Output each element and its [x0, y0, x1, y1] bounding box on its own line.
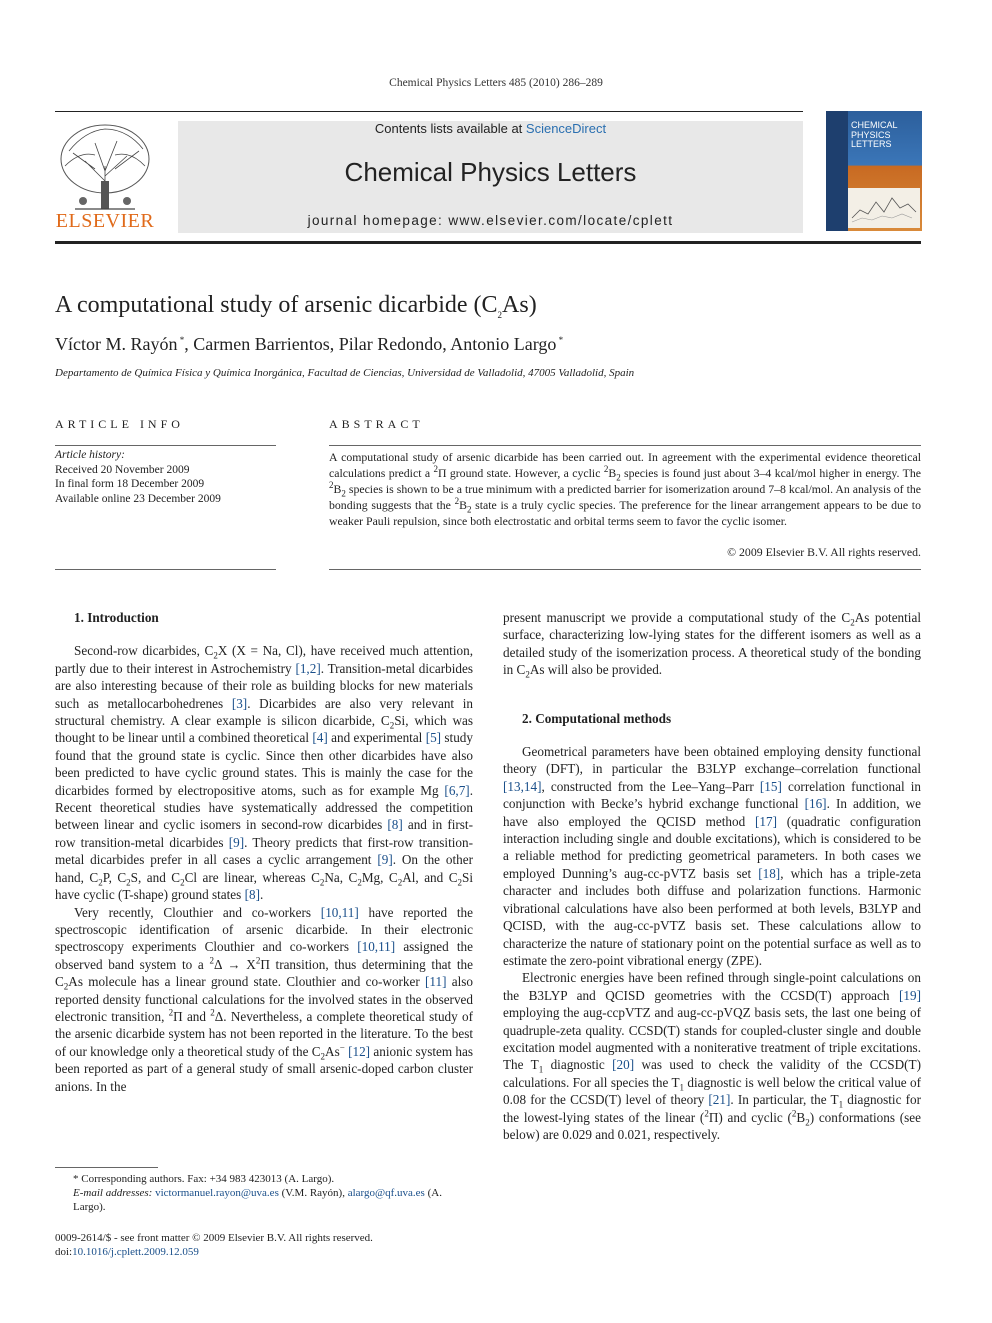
title-part-2: As)	[502, 292, 537, 318]
contents-line	[178, 121, 803, 136]
journal-homepage	[178, 213, 803, 228]
doi-label: doi:	[55, 1246, 73, 1258]
header-thick-rule	[55, 241, 921, 244]
publisher-name: ELSEVIER	[55, 210, 155, 232]
issn-line: 0009-2614/$ - see front matter © 2009 Elsevier B.V. All rights reserved.	[55, 1232, 373, 1244]
author-name: Antonio Largo	[450, 334, 557, 354]
cover-graphic	[848, 188, 920, 228]
corresponding-mark[interactable]: *	[177, 335, 185, 345]
front-matter	[55, 1231, 473, 1259]
article-title	[55, 292, 921, 319]
corresponding-author-note: * Corresponding authors. Fax: +34 983 423013 (A. Largo).	[73, 1173, 335, 1185]
history-label: Article history:	[55, 449, 125, 461]
abstract-copyright: © 2009 Elsevier B.V. All rights reserved.	[727, 545, 921, 559]
sciencedirect-link[interactable]: ScienceDirect	[525, 121, 607, 136]
intro-paragraph-2: Very recently, Clouthier and co-workers [10,11] have reported the spectroscopic identification of arsenic dicarbide. In their electronic spectroscopy experiments Clouthier and co-workers [10,11] assigned the observed band system to a $^2\Delta \to X^2\Pi$ transition, thus determining that the $C_2As$ molecule has a linear ground state. Clouthier and co-worker [11] also reported density functional calculations for the involved states in the observed electronic transition, $^2$Π and $^2$Δ. Nevertheless, a complete theoretical study of the arsenic dicarbide system has not been reported in the literature. To the best of our knowledge only a theoretical study of the $C_2As^-$ [12] anionic system has been reported as part of a general study of small arsenic-doped carbon cluster anions. In the	[55, 904, 474, 1094]
corresponding-mark[interactable]: *	[556, 335, 564, 345]
abstract-heading: ABSTRACT	[329, 417, 424, 431]
article-info-rule	[55, 445, 276, 446]
doi-line	[55, 1245, 473, 1259]
abstract-body: A computational study of arsenic dicarbide has been carried out. In agreement with the experimental evidence theoretical calculations predict a $^2$Π ground state. However, a cyclic $^2B_2$ species is found just about 3–4 kcal/mol higher in energy. The $^2B_2$ species is shown to be a true minimum with a predicted barrier for isomerization around 7–8 kcal/mol. An analysis of the bonding suggests that the $^2B_2$ state is a truly cyclic species. The preference for the linear arrangement appears to be due to weaker Pauli repulsion, since both electrostatic and orbital terms seem to favor the cyclic isomer.	[329, 450, 921, 528]
final-form-date: In final form 18 December 2009	[55, 478, 205, 490]
contents-prefix: Contents lists available at	[374, 121, 526, 136]
online-date: Available online 23 December 2009	[55, 492, 221, 505]
article-info-end-rule	[55, 569, 276, 570]
author-name: Pilar Redondo	[338, 334, 443, 354]
article-info-heading: ARTICLE INFO	[55, 417, 184, 431]
email-link-largo[interactable]: alargo@qf.uva.es	[347, 1187, 425, 1199]
introduction-heading: 1. Introduction	[74, 610, 159, 625]
title-subscript: 2	[497, 309, 503, 320]
abstract-rule	[329, 445, 921, 446]
intro-paragraph-2-continued: present manuscript we provide a computational study of the $C_2As$ potential surface, characterizing low-lying states for the different isomers as well as a detailed study of the isomerization process. A theoretical study of the bonding in $C_2As$ will also be provided.	[503, 610, 921, 680]
body-left-column	[55, 609, 473, 1095]
journal-reference: Chemical Physics Letters 485 (2010) 286–289	[389, 77, 603, 89]
intro-paragraph-1: Second-row dicarbides, $C_2X$ (X = Na, Cl), have received much attention, partly due to their interest in Astrochemistry [1,2]. Transition-metal dicarbides are also interesting because of their role as building blocks for new materials such as metallocarbohedrenes [3]. Dicarbides are also very relevant in structural chemistry. A clear example is silicon dicarbide, $C_2Si$, which was thought to be linear until a combined theoretical [4] and experimental [5] study found that the ground state is cyclic. Since then other dicarbides have also been predicted to have cyclic ground states. This is mainly the case for the dicarbides formed by electropositive atoms, such as for example Mg [6,7]. Recent theoretical studies have systematically addressed the competition between linear and cyclic isomers in second-row dicarbides [8] and in first-row transition-metal dicarbides [9]. Theory predicts that first-row transition-metal dicarbides prefer in all cases a cyclic arrangement [9]. On the other hand, $C_2P$, $C_2S$, and $C_2Cl$ are linear, whereas $C_2Na$, $C_2Mg$, $C_2Al$, and $C_2Si$ have cyclic (T-shape) ground states [8].	[55, 643, 474, 903]
methods-paragraph-1: Geometrical parameters have been obtained employing density functional theory (DFT), in particular the B3LYP exchange–correlation functional [13,14], constructed from the Lee–Yang–Parr [15] correlation functional in conjunction with Becke’s hybrid exchange functional [16]. In addition, we have also employed the QCISD method [17] (quadratic configuration interaction including single and double excitations), which is considered to be a reliable method for predicting geometrical parameters. In both cases we employed Dunning’s aug-cc-pVTZ basis set [18], which has a triple-zeta character and includes both diffuse and polarization functions. Harmonic vibrational calculations have also been performed at both levels, B3LYP and QCISD, with the aug-cc-pVTZ basis set. These calculations allow to characterize the nature of stationary point on the potential surface as well as to estimate the zero-point vibrational energy (ZPE).	[503, 744, 921, 968]
article-history	[55, 448, 276, 506]
author-list: Víctor M. Rayón *, Carmen Barrientos, Pilar Redondo, Antonio Largo *	[55, 334, 564, 354]
email-owner-largo: (A. Largo).	[73, 1187, 442, 1213]
body-right-column	[503, 609, 921, 1143]
cover-title: CHEMICAL PHYSICS LETTERS	[851, 120, 898, 149]
abstract-end-rule	[329, 569, 921, 570]
header-rule	[55, 111, 803, 112]
footnote-rule	[55, 1167, 158, 1168]
email-link-rayon[interactable]: victormanuel.rayon@uva.es	[155, 1187, 279, 1199]
doi-link[interactable]: 10.1016/j.cplett.2009.12.059	[72, 1246, 199, 1258]
received-date: Received 20 November 2009	[55, 463, 190, 476]
journal-title: Chemical Physics Letters	[344, 157, 637, 187]
methods-heading: 2. Computational methods	[522, 710, 672, 726]
email-label: E-mail addresses:	[73, 1187, 153, 1199]
author-name: Víctor M. Rayón	[55, 334, 178, 354]
cover-side-strip	[826, 111, 848, 231]
methods-paragraph-2: Electronic energies have been refined through single-point calculations on the B3LYP and QCISD geometries with the CCSD(T) approach [19] employing the aug-ccpVTZ and aug-cc-pVQZ basis sets, the last one being of quadruple-zeta quality. CCSD(T) stands for coupled-cluster single and double excitation model augmented with a noniterative treatment of triple excitations. The $T_1$ diagnostic [20] was used to check the validity of the CCSD(T) calculations. For all species the $T_1$ diagnostic is well below the critical value of 0.08 for the CCSD(T) level of theory [21]. In particular, the $T_1$ diagnostic for the lowest-lying states of the linear ($^2$Π) and cyclic $(^2B_2)$ conformations (see below) are 0.029 and 0.021, respectively.	[503, 970, 921, 1142]
footnotes	[55, 1172, 473, 1214]
email-note	[55, 1186, 473, 1214]
author-name: Carmen Barrientos	[193, 334, 330, 354]
title-part-1: A computational study of arsenic dicarbide (C	[55, 292, 498, 318]
affiliation: Departamento de Química Física y Química Inorgánica, Facultad de Ciencias, Universidad de Valladolid, 47005 Valladolid, Spain	[55, 367, 635, 379]
email-owner-rayon: (V.M. Rayón),	[278, 1187, 348, 1199]
homepage-url[interactable]: www.elsevier.com/locate/cplett	[448, 213, 674, 228]
homepage-prefix: journal homepage:	[307, 213, 449, 228]
